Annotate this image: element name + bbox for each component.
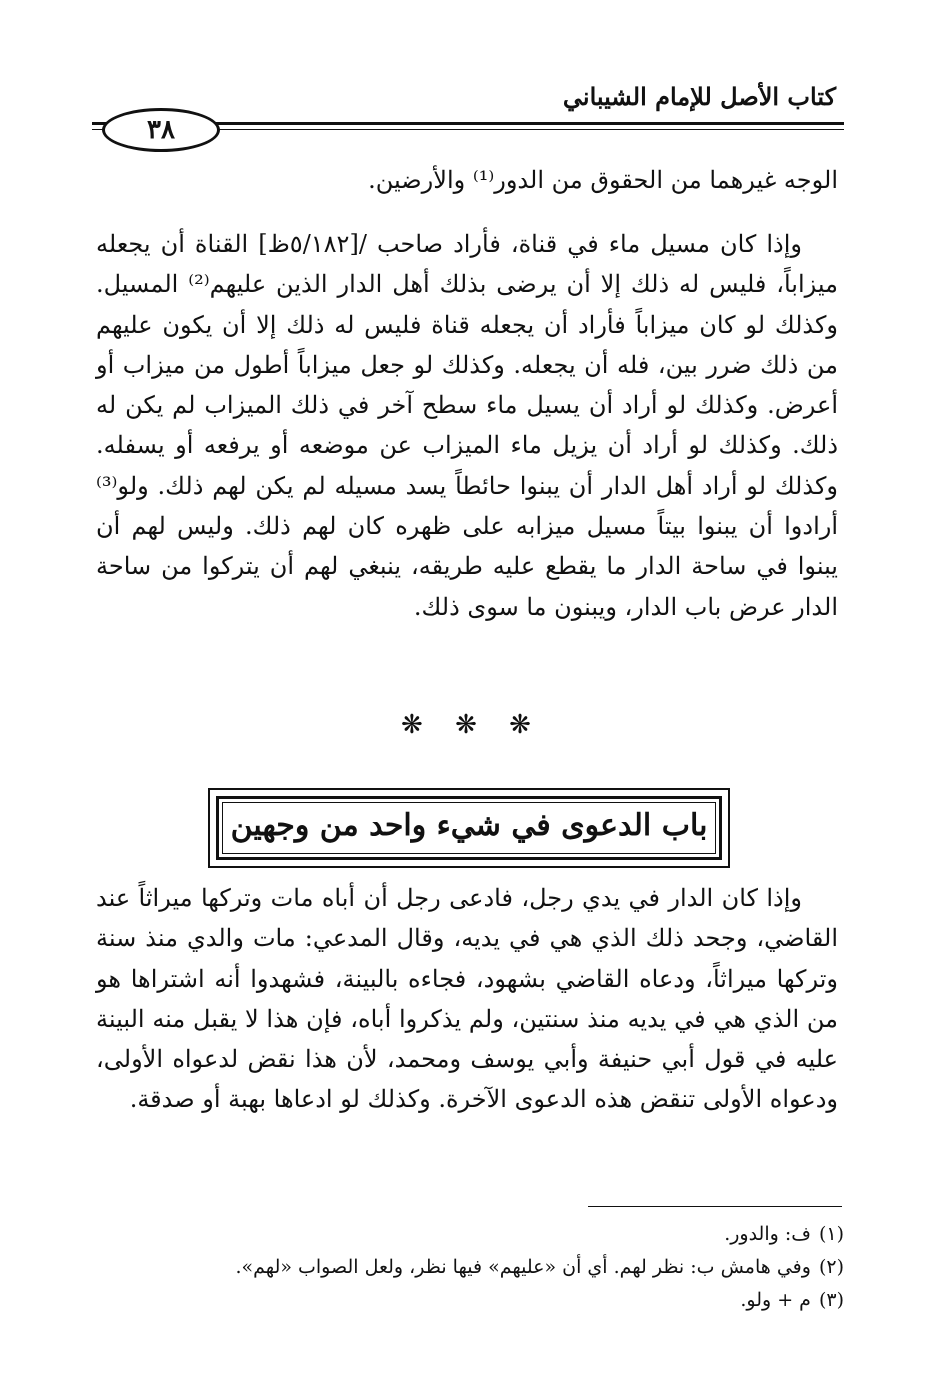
footnote-number: (١) [818,1223,844,1245]
paragraph-chapter-body [96,878,838,1120]
page-number-badge [102,108,220,152]
section-separator: ❋ ❋ ❋ [401,710,543,740]
footnote-rule [588,1206,842,1207]
page-number: ٣٨ [147,115,175,145]
chapter-heading: باب الدعوى في شيء واحد من وجهين [230,808,708,843]
footnote-text: ف: والدور. [724,1223,811,1245]
footnotes [236,1218,845,1317]
running-title: كتاب الأصل للإمام الشيباني [562,82,836,111]
footnote-number: (٣) [818,1289,844,1311]
footnote-text: م + ولو. [740,1289,811,1311]
chapter-heading-frame [208,788,730,868]
footnote-item [236,1284,845,1317]
footnote-number: (٢) [818,1256,844,1278]
footnote-item [236,1251,845,1284]
paragraph-text: وإذا كان مسيل ماء في قناة، فأراد صاحب /[٥/١٨٢ظ] القناة أن يجعله ميزاباً، فليس له ذلك إلا أن يرضى بذلك أهل الدار الذين عليهم⁽²⁾ المسيل. وكذلك لو كان ميزاباً فأراد أن يجعله قناة فليس له ذلك إلا أن يكون عليهم من ذلك ضرر بين، فله أن يجعله. وكذلك لو جعل ميزاباً أطول من ميزاب أو أعرض. وكذلك لو أراد أن يسيل ماء سطح آخر في ذلك الميزاب لم يكن له ذلك. وكذلك لو أراد أن يزيل ماء الميزاب عن موضعه أو يرفعه أو يسفله. وكذلك لو أراد أهل الدار أن يبنوا حائطاً يسد مسيله لم يكن لهم ذلك. ولو⁽³⁾ أرادوا أن يبنوا بيتاً مسيل ميزابه على ظهره كان لهم ذلك. وليس لهم أن يبنوا في ساحة الدار ما يقطع عليه طريقه، ينبغي لهم أن يتركوا من ساحة الدار عرض باب الدار، ويبنون ما سوى ذلك. [96,230,839,621]
paragraph-main [96,224,838,627]
paragraph-text: الوجه غيرهما من الحقوق من الدور⁽¹⁾ والأرضين. [368,166,838,194]
paragraph-continuation [96,160,838,200]
paragraph-text: وإذا كان الدار في يدي رجل، فادعى رجل أن أباه مات وتركها ميراثاً عند القاضي، وجحد ذلك الذي هي في يديه، وقال المدعي: مات والدي منذ سنة وتركها ميراثاً، ودعاه القاضي بشهود، فجاءه بالبينة، فشهدوا أنه اشتراها هو من الذي هي في يديه منذ سنتين، ولم يذكروا أباه، فإن هذا لا يقبل منه البينة عليه في قول أبي حنيفة وأبي يوسف ومحمد، لأن هذا نقض لدعواه الأولى، ودعواه الأولى تنقض هذه الدعوى الآخرة. وكذلك لو ادعاها بهبة أو صدقة. [96,884,838,1114]
footnote-text: وفي هامش ب: نظر لهم. أي أن «عليهم» فيها نظر، ولعل الصواب «لهم». [235,1256,811,1278]
footnote-item [236,1218,845,1251]
